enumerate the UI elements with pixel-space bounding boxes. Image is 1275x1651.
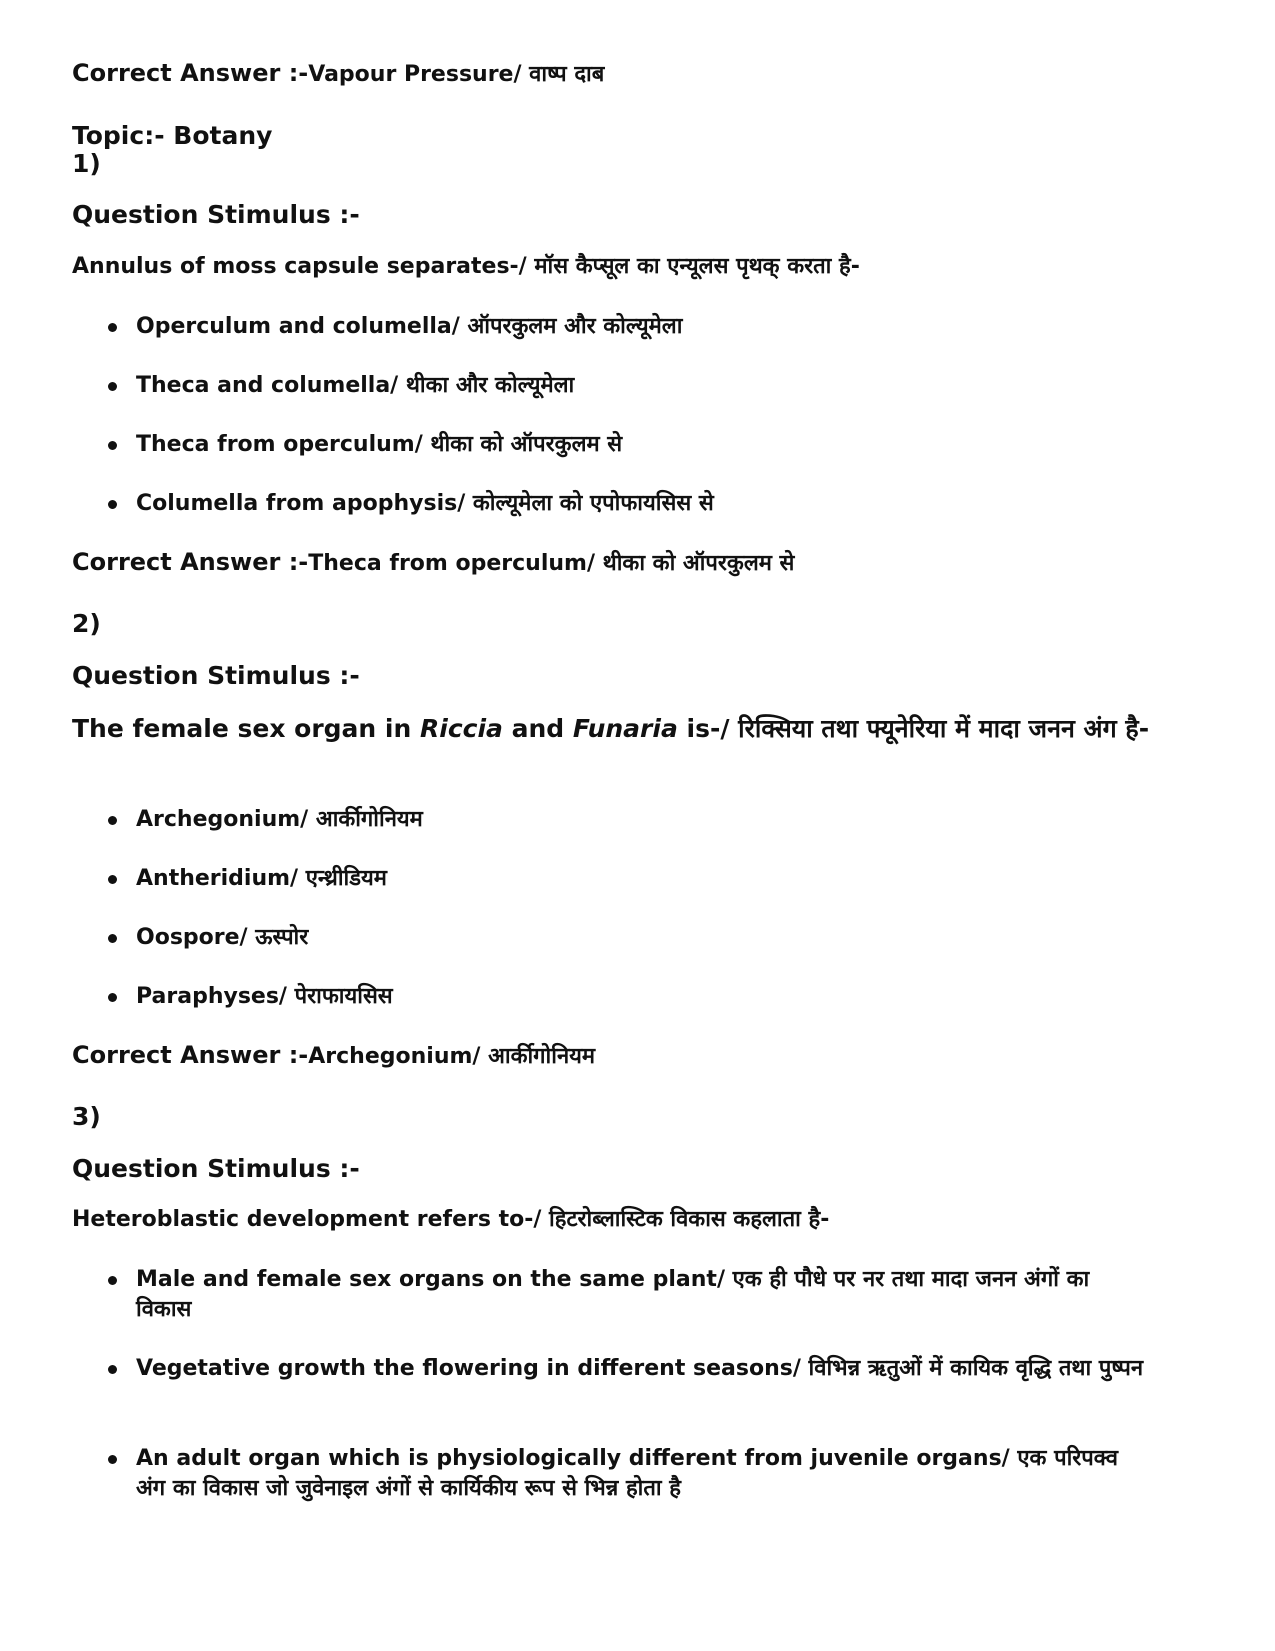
bullet-icon: [108, 934, 117, 943]
question-stimulus-label: Question Stimulus :-: [72, 200, 360, 229]
answer-label: Correct Answer :-: [72, 1041, 309, 1069]
option-text: An adult organ which is physiologically different from juvenile organs/ एक परिपक्व अंग का विकास जो जुवेनाइल अंगों से कार्यिकीय रूप से भिन्न होता है: [136, 1446, 1118, 1501]
option-text: Theca from operculum/ थीका को ऑपरकुलम से: [136, 432, 623, 457]
bullet-icon: [108, 382, 117, 391]
question-number: 3): [72, 1102, 101, 1131]
question-number: 1): [72, 149, 101, 178]
bullet-icon: [108, 1455, 117, 1464]
bullet-icon: [108, 441, 117, 450]
option-text: Paraphyses/ पेराफायसिस: [136, 984, 393, 1009]
stimulus-italic: Riccia: [420, 714, 503, 743]
option-item: [136, 1444, 1146, 1504]
option-text: Operculum and columella/ ऑपरकुलम और कोल्यूमेला: [136, 314, 683, 339]
bullet-icon: [108, 993, 117, 1002]
option-text: Theca and columella/ थीका और कोल्यूमेला: [136, 373, 575, 398]
topic-label: Topic:-: [72, 121, 174, 150]
bullet-icon: [108, 1365, 117, 1374]
question-number: 2): [72, 609, 101, 638]
option-item: [136, 923, 308, 953]
answer-value: Vapour Pressure/ वाष्प दाब: [308, 62, 605, 87]
question-stimulus-label: Question Stimulus :-: [72, 661, 360, 690]
option-item: [136, 430, 622, 460]
option-item: [136, 312, 682, 342]
option-text: Male and female sex organs on the same plant/ एक ही पौधे पर नर तथा मादा जनन अंगों का विकास: [136, 1267, 1090, 1322]
stimulus-text: and: [502, 714, 573, 743]
question-stimulus: Heteroblastic development refers to-/ हिटरोब्लास्टिक विकास कहलाता है-: [72, 1207, 830, 1232]
bullet-icon: [108, 875, 117, 884]
option-text: Vegetative growth the flowering in different seasons/ विभिन्न ऋतुओं में कायिक वृद्धि तथा पुष्पन: [136, 1356, 1144, 1381]
bullet-icon: [108, 816, 117, 825]
bullet-icon: [108, 1276, 117, 1285]
answer-label: Correct Answer :-: [72, 59, 309, 87]
option-item: [136, 1265, 1146, 1325]
question-stimulus: [72, 713, 1152, 745]
option-item: [136, 1354, 1146, 1384]
bullet-icon: [108, 323, 117, 332]
option-text: Archegonium/ आर्कीगोनियम: [136, 807, 423, 832]
option-text: Antheridium/ एन्थ्रीडियम: [136, 866, 387, 891]
correct-answer: [72, 1039, 595, 1073]
option-item: [136, 805, 423, 835]
answer-value: Archegonium/ आर्कीगोनियम: [308, 1044, 596, 1069]
stimulus-text: The female sex organ in: [72, 714, 420, 743]
topic-value: Botany: [173, 121, 273, 150]
answer-value: Theca from operculum/ थीका को ऑपरकुलम से: [308, 551, 795, 576]
question-stimulus: Annulus of moss capsule separates-/ मॉस कैप्सूल का एन्यूलस पृथक् करता है-: [72, 254, 860, 279]
stimulus-italic: Funaria: [572, 714, 678, 743]
option-item: [136, 864, 387, 894]
previous-correct-answer: [72, 57, 604, 91]
question-stimulus-label: Question Stimulus :-: [72, 1154, 360, 1183]
bullet-icon: [108, 500, 117, 509]
topic-heading: [72, 120, 272, 152]
option-item: [136, 371, 574, 401]
option-item: [136, 982, 393, 1012]
correct-answer: [72, 546, 794, 580]
option-text: Columella from apophysis/ कोल्यूमेला को एपोफायसिस से: [136, 491, 714, 516]
answer-label: Correct Answer :-: [72, 548, 309, 576]
option-item: [136, 489, 714, 519]
stimulus-text: is-/ रिक्सिया तथा फ्यूनेरिया में मादा जनन अंग है-: [677, 714, 1150, 743]
option-text: Oospore/ ऊस्पोर: [136, 925, 309, 950]
